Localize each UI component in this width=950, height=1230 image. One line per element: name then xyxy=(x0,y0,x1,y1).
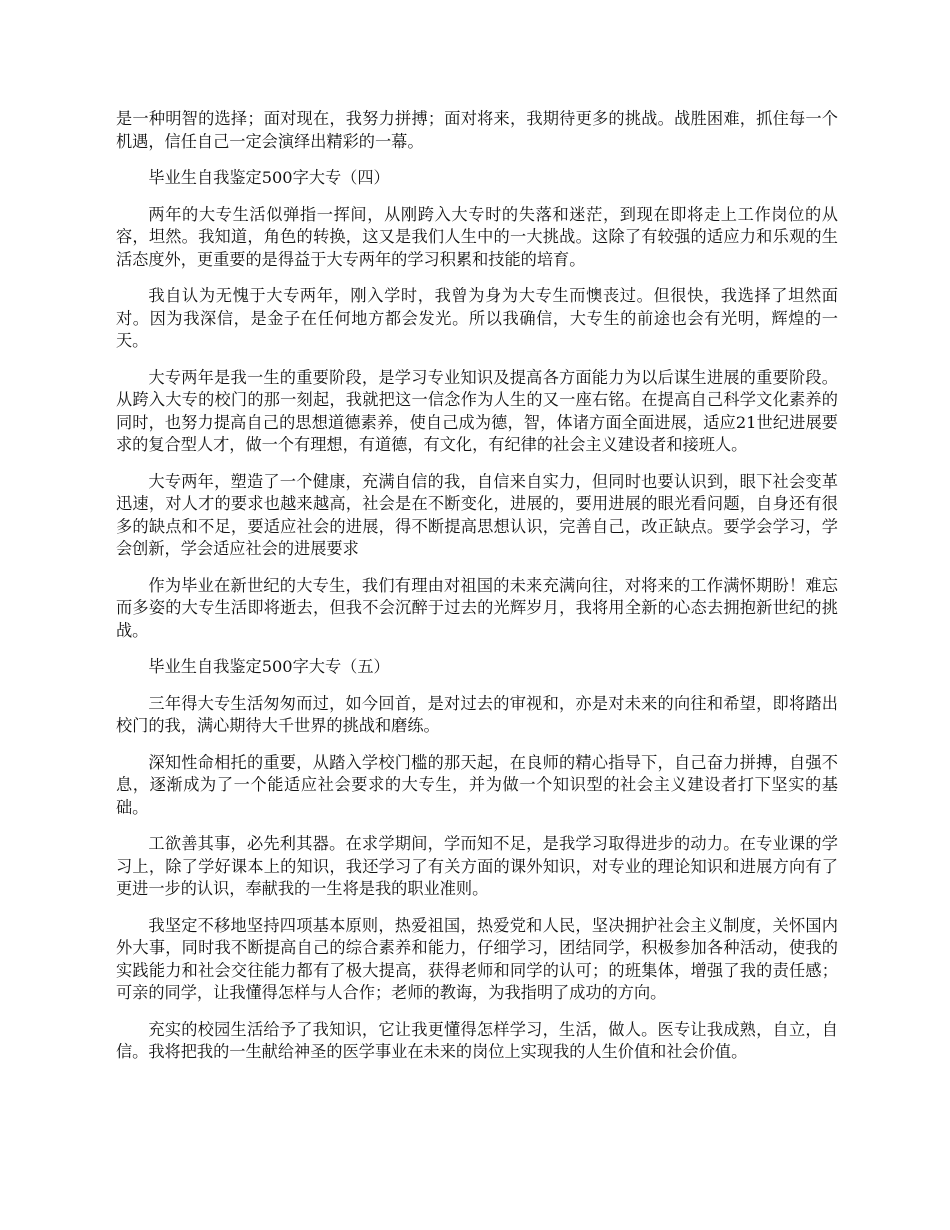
paragraph: 深知性命相托的重要，从踏入学校门槛的那天起，在良师的精心指导下，自己奋力拼搏，自强不息，逐渐成为了一个能适应社会要求的大专生，并为做一个知识型的社会主义建设者打下坚实的基础。 xyxy=(116,752,838,817)
section-heading-five: 毕业生自我鉴定500字大专（五） xyxy=(148,657,390,676)
paragraph: 我坚定不移地坚持四项基本原则，热爱祖国，热爱党和人民，坚决拥护社会主义制度，关怀国内外大事，同时我不断提高自己的综合素养和能力，仔细学习，团结同学，积极参加各种活动，使我的实践能力和社会交往能力都有了极大提高，获得老师和同学的认可；的班集体，增强了我的责任感；可亲的同学，让我懂得怎样与人合作；老师的教诲，为我指明了成功的方向。 xyxy=(116,915,838,1002)
paragraph: 三年得大专生活匆匆而过，如今回首，是对过去的审视和，亦是对未来的向往和希望，即将踏出校门的我，满心期待大千世界的挑战和磨练。 xyxy=(116,693,838,735)
paragraph: 大专两年，塑造了一个健康，充满自信的我，自信来自实力，但同时也要认识到，眼下社会变革迅速，对人才的要求也越来越高，社会是在不断变化，进展的，要用进展的眼光看问题，自身还有很多的缺点和不足，要适应社会的进展，得不断提高思想认识，完善自己，改正缺点。要学会学习，学会创新，学会适应社会的进展要求 xyxy=(116,471,838,558)
paragraph: 大专两年是我一生的重要阶段，是学习专业知识及提高各方面能力为以后谋生进展的重要阶段。从跨入大专的校门的那一刻起，我就把这一信念作为人生的又一座右铭。在提高自己科学文化素养的同时，也努力提高自己的思想道德素养，使自己成为德，智，体诸方面全面进展，适应21世纪进展要求的复合型人才，做一个有理想，有道德，有文化，有纪律的社会主义建设者和接班人。 xyxy=(116,367,838,454)
document-body xyxy=(116,108,838,1078)
section-heading-four: 毕业生自我鉴定500字大专（四） xyxy=(148,168,390,187)
paragraph: 充实的校园生活给予了我知识，它让我更懂得怎样学习，生活，做人。医专让我成熟，自立，自信。我将把我的一生献给神圣的医学事业在未来的岗位上实现我的人生价值和社会价值。 xyxy=(116,1019,838,1061)
paragraph-intro-continuation: 是一种明智的选择；面对现在，我努力拼搏；面对将来，我期待更多的挑战。战胜困难，抓住每一个机遇，信任自己一定会演绎出精彩的一幕。 xyxy=(116,109,838,151)
paragraph: 工欲善其事，必先利其器。在求学期间，学而知不足，是我学习取得进步的动力。在专业课的学习上，除了学好课本上的知识，我还学习了有关方面的课外知识，对专业的理论知识和进展方向有了更进一步的认识，奉献我的一生将是我的职业准则。 xyxy=(116,834,838,898)
paragraph: 我自认为无愧于大专两年，刚入学时，我曾为身为大专生而懊丧过。但很快，我选择了坦然面对。因为我深信，是金子在任何地方都会发光。所以我确信，大专生的前途也会有光明，辉煌的一天。 xyxy=(116,286,838,350)
paragraph: 作为毕业在新世纪的大专生，我们有理由对祖国的未来充满向往，对将来的工作满怀期盼！难忘而多姿的大专生活即将逝去，但我不会沉醉于过去的光辉岁月，我将用全新的心态去拥抱新世纪的挑战。 xyxy=(116,575,838,640)
paragraph: 两年的大专生活似弹指一挥间，从刚跨入大专时的失落和迷茫，到现在即将走上工作岗位的从容，坦然。我知道，角色的转换，这又是我们人生中的一大挑战。这除了有较强的适应力和乐观的生活态度外，更重要的是得益于大专两年的学习积累和技能的培育。 xyxy=(116,204,838,269)
